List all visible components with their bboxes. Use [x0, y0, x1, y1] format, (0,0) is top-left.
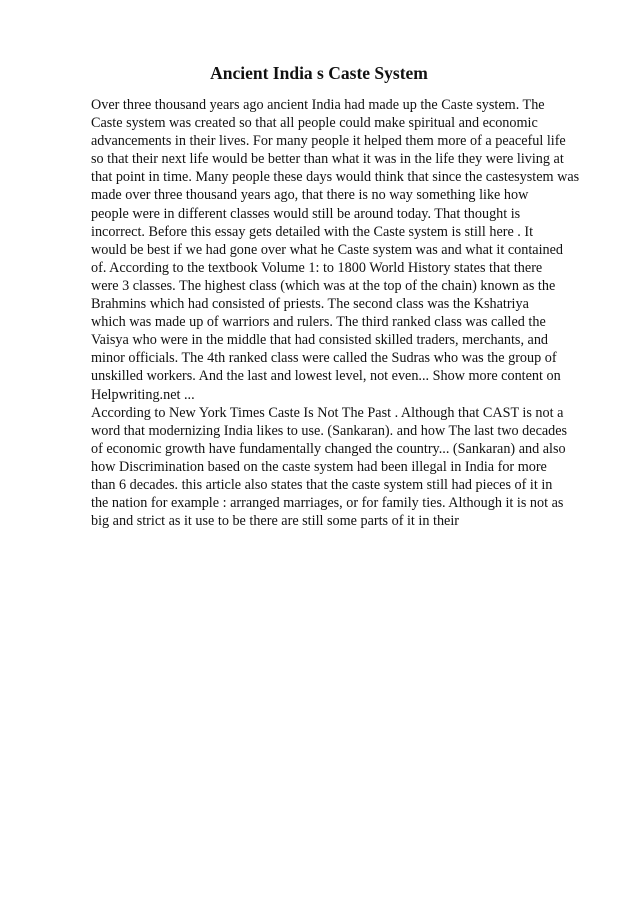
- text-line: Caste system was created so that all people could make spiritual and economic: [91, 115, 538, 132]
- text-line: made over three thousand years ago, that there is no way something like how: [91, 187, 529, 204]
- text-line: Brahmins which had consisted of priests. The second class was the Kshatriya: [91, 296, 529, 313]
- text-line: Over three thousand years ago ancient India had made up the Caste system. The: [91, 97, 545, 113]
- text-line: that point in time. Many people these days would think that since the castesystem was: [91, 169, 580, 186]
- essay-body: [91, 96, 611, 530]
- text-line: which was made up of warriors and rulers. The third ranked class was called the: [91, 314, 546, 331]
- text-line: According to New York Times Caste Is Not The Past . Although that CAST is not a: [91, 404, 564, 421]
- text-line: Vaisya who were in the middle that had consisted skilled traders, merchants, and: [91, 332, 549, 349]
- text-line: were 3 classes. The highest class (which was at the top of the chain) known as the: [91, 277, 556, 294]
- text-line: how Discrimination based on the caste system had been illegal in India for more: [91, 458, 547, 475]
- text-line: of economic growth have fundamentally changed the country... (Sankaran) and also: [91, 440, 566, 457]
- text-line: incorrect. Before this essay gets detailed with the Caste system is still here . It: [91, 223, 534, 240]
- text-line: big and strict as it use to be there are still some parts of it in their: [91, 513, 459, 530]
- text-line: so that their next life would be better than what it was in the life they were living at: [91, 151, 564, 168]
- text-line: the nation for example : arranged marriages, or for family ties. Although it is not as: [91, 495, 564, 512]
- text-line: would be best if we had gone over what he Caste system was and what it contained: [91, 241, 564, 258]
- text-line: word that modernizing India likes to use. (Sankaran). and how The last two decades: [91, 422, 568, 439]
- text-line: minor officials. The 4th ranked class were called the Sudras who was the group of: [91, 350, 557, 367]
- text-line: people were in different classes would still be around today. That thought is: [91, 205, 521, 222]
- document-title: Ancient India s Caste System: [210, 63, 428, 83]
- text-line: unskilled workers. And the last and lowest level, not even... Show more content on: [91, 368, 561, 385]
- text-line: advancements in their lives. For many people it helped them more of a peaceful life: [91, 133, 566, 150]
- text-line: than 6 decades. this article also states that the caste system still had pieces of it in: [91, 476, 553, 493]
- text-line: Helpwriting.net ...: [91, 386, 195, 403]
- text-line: of. According to the textbook Volume 1: to 1800 World History states that there: [91, 259, 543, 276]
